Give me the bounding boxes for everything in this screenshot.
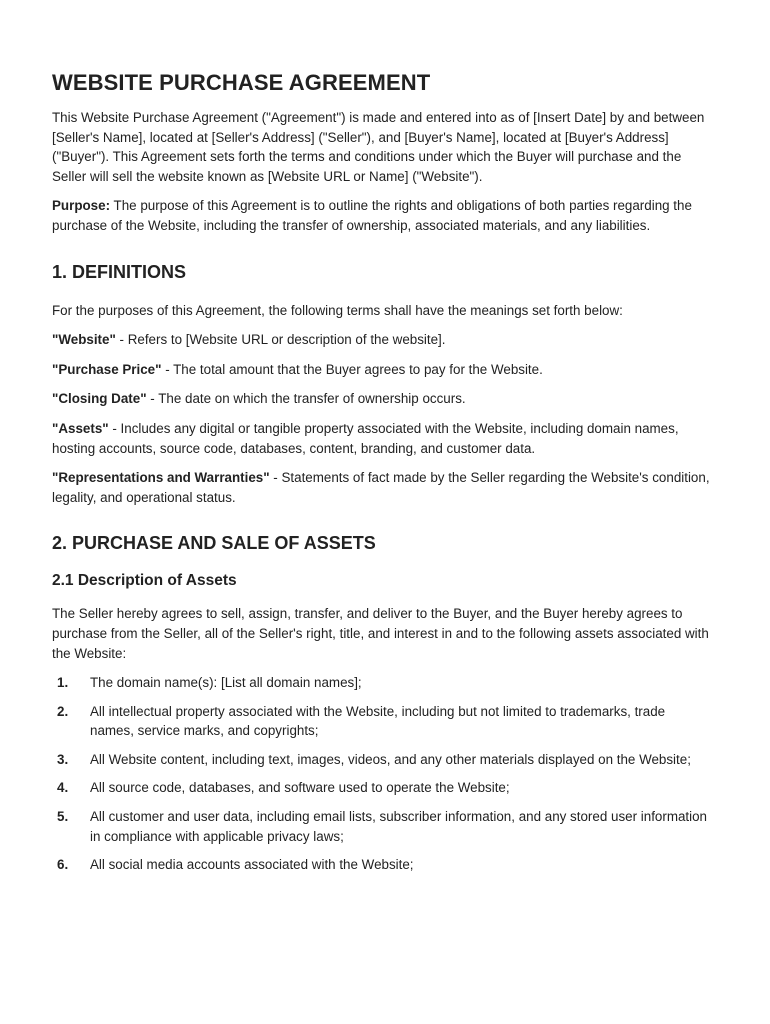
definition-text: - The total amount that the Buyer agrees to pay for the Website. (161, 361, 543, 377)
intro-paragraph: This Website Purchase Agreement ("Agreement") is made and entered into as of [Insert Date] by and between [Seller's Name], located at [Seller's Address] ("Seller"), and [Buyer's Name], located at [Buyer's Address] ("Buyer"). This Agreement sets forth the terms and conditions under which the Buyer will purchase and the Seller will sell the website known as [Website URL or Name] ("Website"). (52, 110, 705, 184)
definition-text: - Statements of fact made by the Seller regarding the Website's condition, legality, and operational status. (52, 470, 710, 505)
definition-item (52, 389, 718, 409)
definitions-intro: For the purposes of this Agreement, the following terms shall have the meanings set forth below: (52, 302, 623, 318)
list-item (52, 778, 718, 798)
list-item-text: All source code, databases, and software used to operate the Website; (90, 780, 510, 796)
purpose-paragraph (52, 196, 718, 235)
definition-item (52, 468, 718, 507)
list-item (52, 855, 718, 875)
definition-text: - The date on which the transfer of ownership occurs. (146, 391, 466, 407)
definition-term: "Assets" (52, 420, 109, 436)
list-item-text: All intellectual property associated with the Website, including but not limited to trademarks, trade names, service marks, and copyrights; (90, 703, 666, 739)
list-item (52, 702, 718, 741)
assets-intro: The Seller hereby agrees to sell, assign, transfer, and deliver to the Buyer, and the Buyer hereby agrees to purchase from the Seller, all of the Seller's right, title, and interest in and to the following assets associated with the Website: (52, 606, 709, 661)
definition-text: - Includes any digital or tangible property associated with the Website, including domain names, hosting accounts, source code, databases, content, branding, and customer data. (52, 420, 679, 456)
list-item (52, 673, 718, 693)
definition-term: "Closing Date" (52, 391, 147, 407)
definition-item (52, 360, 718, 380)
definition-term: "Purchase Price" (52, 361, 162, 377)
section-heading-purchase-and-sale: 2. PURCHASE AND SALE OF ASSETS (52, 533, 376, 554)
list-item-text: All social media accounts associated with the Website; (90, 857, 414, 873)
list-item-text: All customer and user data, including email lists, subscriber information, and any stored user information in compliance with applicable privacy laws; (90, 809, 708, 844)
subsection-heading-description-of-assets: 2.1 Description of Assets (52, 572, 237, 590)
definition-term: "Representations and Warranties" (52, 470, 270, 486)
list-item-number: 5. (57, 809, 69, 825)
list-item-number: 2. (57, 703, 69, 719)
list-item-number: 1. (57, 675, 69, 691)
assets-list (52, 673, 718, 875)
list-item-number: 3. (57, 751, 69, 767)
list-item-number: 6. (57, 857, 69, 873)
purpose-text: The purpose of this Agreement is to outline the rights and obligations of both parties regarding the purchase of the Website, including the transfer of ownership, associated materials, and any liabilities. (52, 198, 692, 233)
list-item-text: The domain name(s): [List all domain names]; (90, 675, 362, 691)
definition-item (52, 419, 718, 458)
list-item-text: All Website content, including text, images, videos, and any other materials displayed on the Website; (90, 751, 691, 767)
definition-item (52, 330, 718, 350)
list-item-number: 4. (57, 780, 69, 796)
section-heading-definitions: 1. DEFINITIONS (52, 261, 187, 282)
document-title: WEBSITE PURCHASE AGREEMENT (52, 70, 431, 95)
definition-term: "Website" (52, 332, 116, 348)
list-item (52, 807, 718, 846)
definition-text: - Refers to [Website URL or description of the website]. (115, 332, 446, 348)
list-item (52, 750, 718, 770)
purpose-label: Purpose: (52, 198, 111, 214)
